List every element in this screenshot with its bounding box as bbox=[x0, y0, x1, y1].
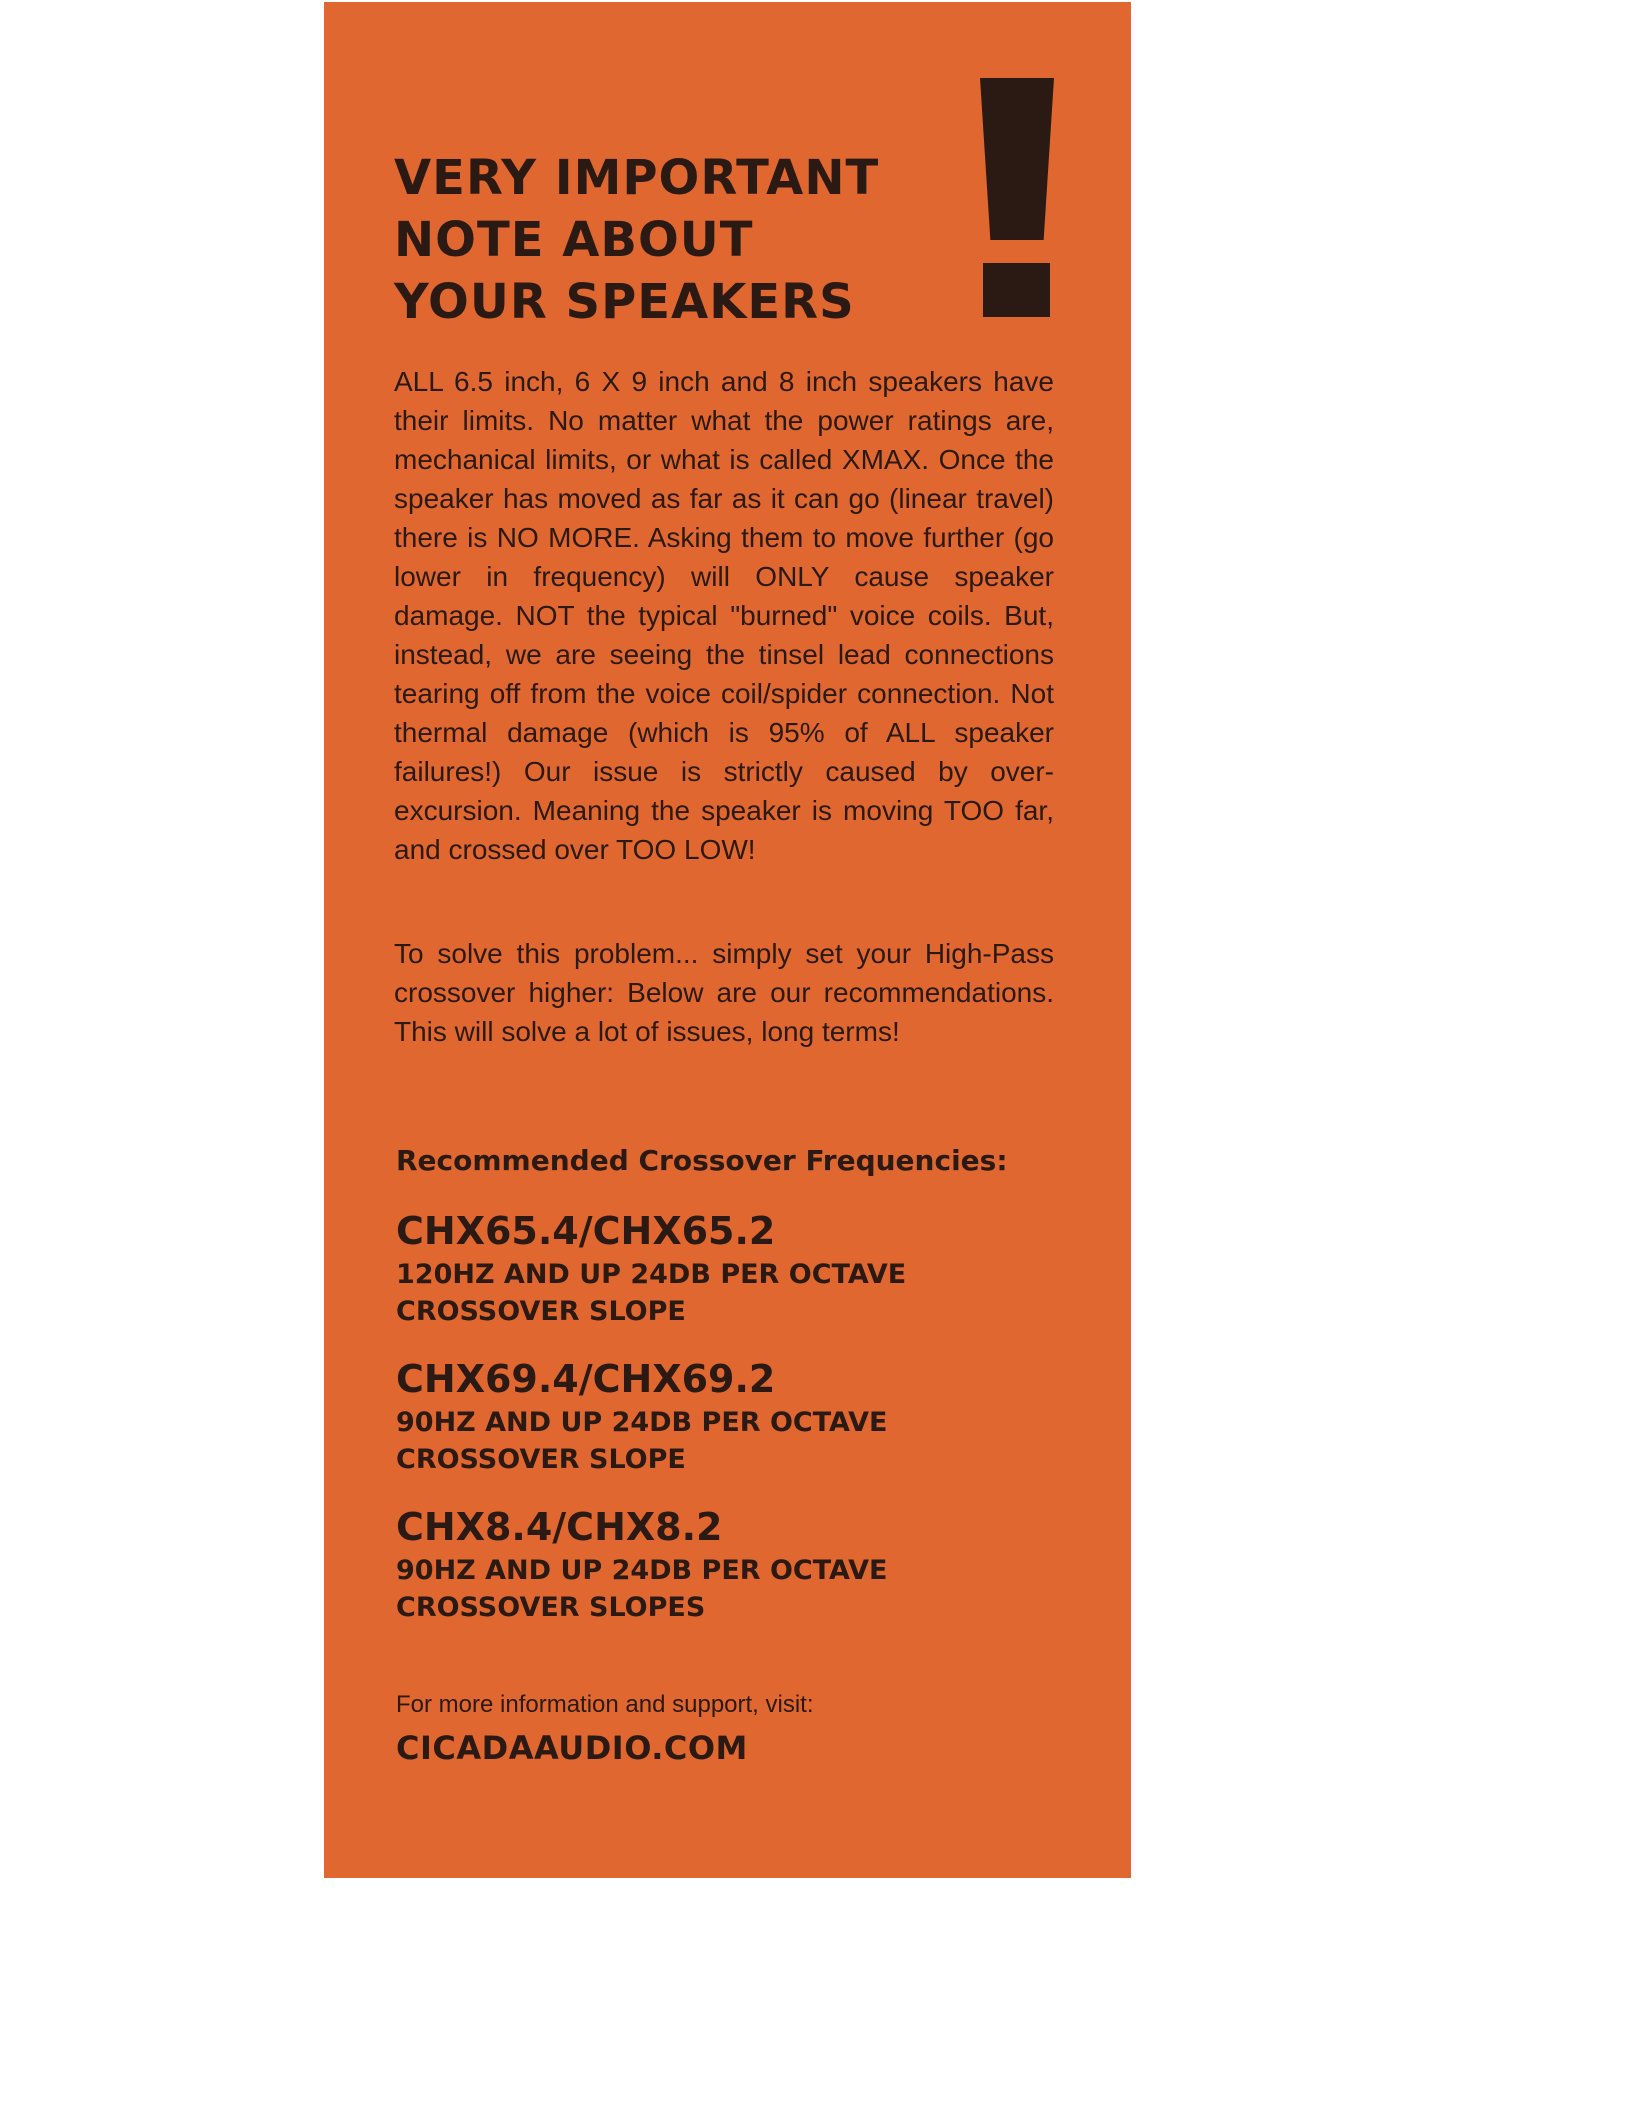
model-entry bbox=[396, 1206, 1036, 1330]
model-entry bbox=[396, 1502, 1036, 1626]
headline-line-1: VERY IMPORTANT bbox=[394, 150, 880, 206]
body-paragraph-2: To solve this problem... simply set your High-Pass crossover higher: Below are our recommendations. This will solve a lot of issues, long terms! bbox=[394, 938, 1054, 1047]
website-link[interactable]: CICADAAUDIO.COM bbox=[396, 1729, 748, 1767]
exclamation-dot bbox=[983, 263, 1050, 317]
body-paragraph-1: ALL 6.5 inch, 6 X 9 inch and 8 inch speakers have their limits. No matter what the power ratings are, mechanical limits, or what is called XMAX. Once the speaker has moved as far as it can go (linear travel) there is NO MORE. Asking them to move further (go lower in frequency) will ONLY cause speaker damage. NOT the typical "burned" voice coils. But, instead, we are seeing the tinsel lead connections tearing off from the voice coil/spider connection. Not thermal damage (which is 95% of ALL speaker failures!) Our issue is strictly caused by over-excursion. Meaning the speaker is moving TOO far, and crossed over TOO LOW! bbox=[394, 366, 1054, 865]
model-name: CHX69.4/CHX69.2 bbox=[396, 1357, 776, 1401]
model-name: CHX65.4/CHX65.2 bbox=[396, 1209, 776, 1253]
model-spec-line-1: 90HZ AND UP 24DB PER OCTAVE bbox=[396, 1555, 888, 1586]
footer-note: For more information and support, visit: bbox=[396, 1691, 814, 1718]
model-spec-line-2: CROSSOVER SLOPE bbox=[396, 1296, 686, 1327]
model-spec-line-1: 120HZ AND UP 24DB PER OCTAVE bbox=[396, 1259, 907, 1290]
model-spec-line-2: CROSSOVER SLOPES bbox=[396, 1592, 706, 1623]
model-spec-line-2: CROSSOVER SLOPE bbox=[396, 1444, 686, 1475]
model-name: CHX8.4/CHX8.2 bbox=[396, 1505, 723, 1549]
model-spec bbox=[396, 1256, 1036, 1330]
headline bbox=[394, 147, 879, 333]
exclamation-mark-icon bbox=[980, 78, 1054, 318]
headline-line-2: NOTE ABOUT bbox=[394, 212, 754, 268]
model-spec-line-1: 90HZ AND UP 24DB PER OCTAVE bbox=[396, 1407, 888, 1438]
recommendations-heading: Recommended Crossover Frequencies: bbox=[396, 1144, 1008, 1177]
model-spec bbox=[396, 1404, 1036, 1478]
notice-card bbox=[324, 2, 1131, 1878]
exclamation-bar bbox=[980, 78, 1054, 240]
headline-line-3: YOUR SPEAKERS bbox=[394, 274, 855, 330]
model-spec bbox=[396, 1552, 1036, 1626]
model-entry bbox=[396, 1354, 1036, 1478]
